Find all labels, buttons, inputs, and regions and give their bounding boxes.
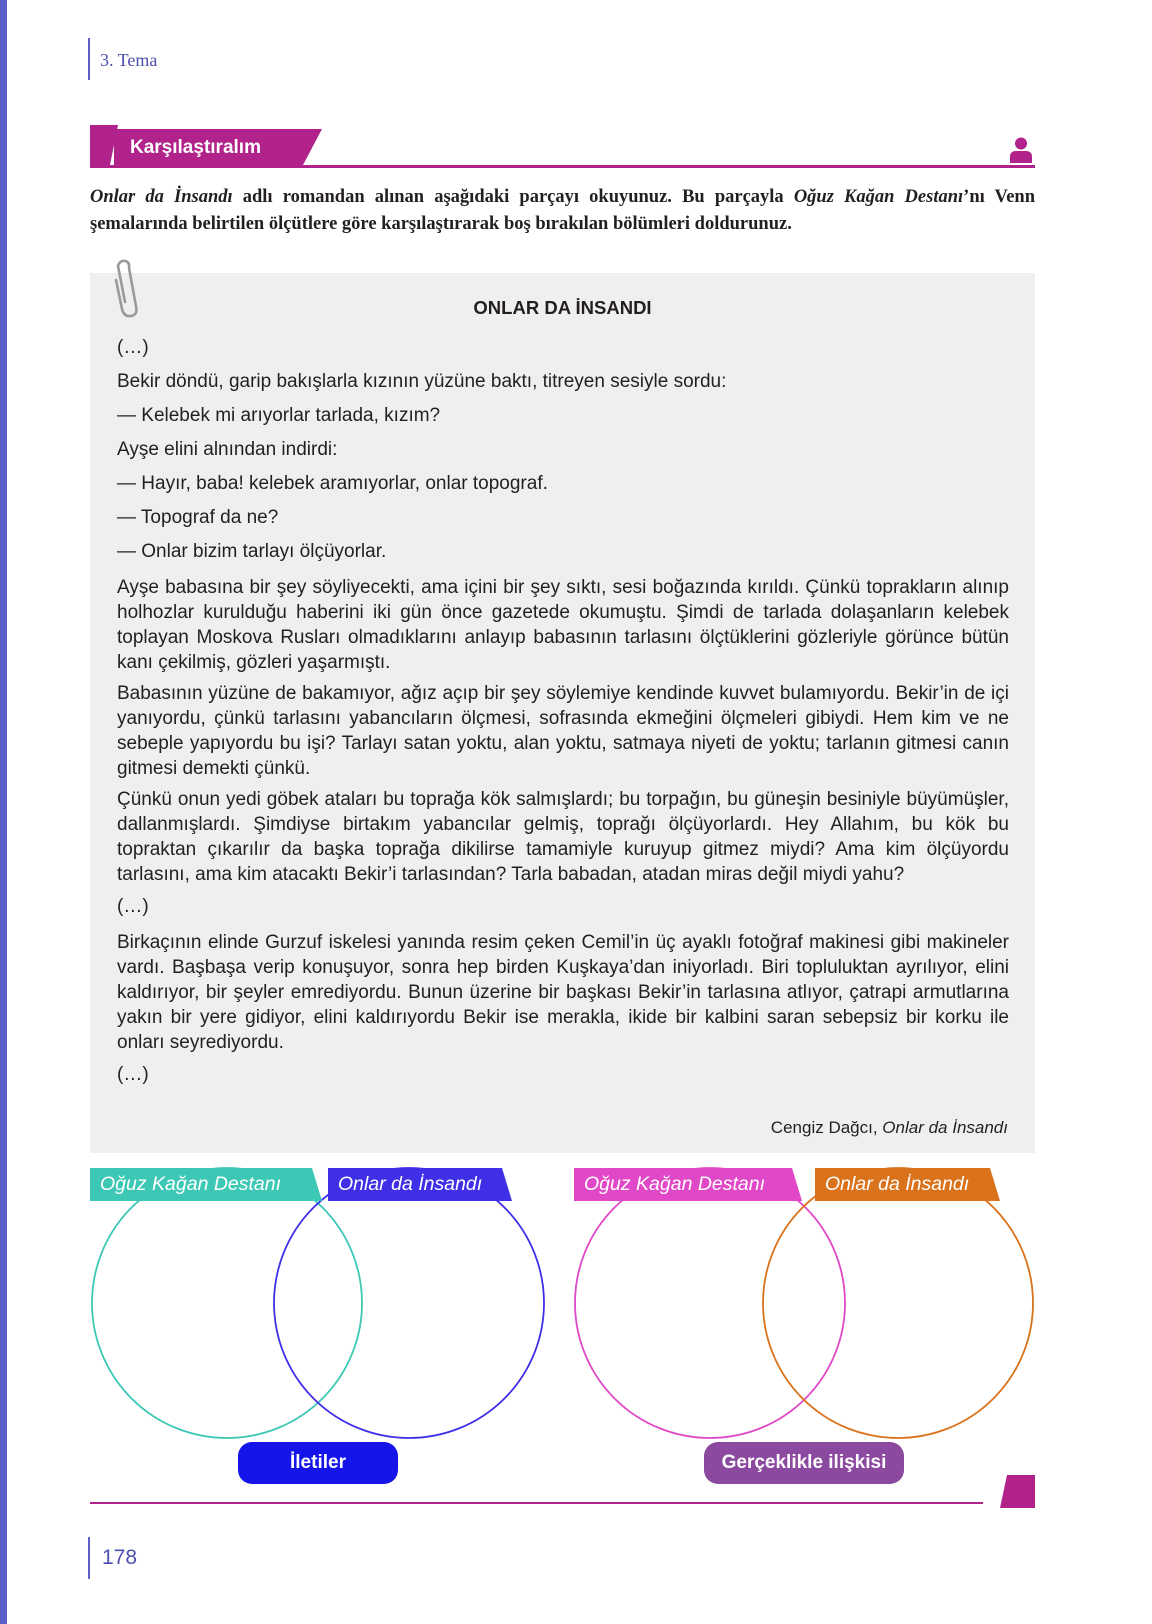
reading-passage-box xyxy=(90,273,1035,1153)
venn1-right-circle[interactable] xyxy=(274,1168,544,1438)
passage-line: — Onlar bizim tarlayı ölçüyorlar. xyxy=(117,541,387,562)
passage-paragraph: Birkaçının elinde Gurzuf iskelesi yanında resim çeken Cemil’in üç ayaklı fotoğraf makinesi gibi makineler vardı. Başbaşa verip konuşuyor, sonra hep birden Kuşkaya’dan iniyorladı. Biri topluluktan ayrılıyor, elini kaldırıyor, bir şeyler emrediyordu. Bunun üzerine bir başkası Bekir’in tarlasına atlıyor, çatrapi armutlarına yakın bir yere gidiyor, elini kaldırıyordu Bekir ise merakla, ikide bir kalbini saran sebepsiz bir korku ile onları seyrediyordu. xyxy=(117,932,1009,1053)
venn-diagrams xyxy=(0,1160,1152,1450)
passage-paragraph: Babasının yüzüne de bakamıyor, ağız açıp bir şey söylemiye kendinde kuvvet bulamıyordu. Bekir’in de içi yanıyordu, çünkü tarlasını yabancıların ölçmesi, sofrasında ekmeğini ölçmeleri gibiydi. Hem kim ve ne sebeple yapıyordu bu işi? Tarlayı satan yoktu, alan yoktu, satmaya niyeti de yoktu; tarlanın gitmesi canın gitmesi demekti çünkü. xyxy=(117,683,1009,779)
passage-line: (…) xyxy=(117,1064,149,1085)
section-header xyxy=(90,125,1035,169)
venn2-left-circle[interactable] xyxy=(575,1168,845,1438)
person-icon xyxy=(1010,137,1032,163)
passage-line: Ayşe elini alnından indirdi: xyxy=(117,439,338,460)
paperclip-icon xyxy=(108,258,142,318)
criterion-reality: Gerçeklikle ilişkisi xyxy=(704,1442,904,1484)
passage-paragraph: Ayşe babasına bir şey söyliyecekti, ama içini bir şey sıktı, sesi boğazında kırıldı. Çünkü toprakların alınıp holhozlar kurulduğu haberini iki gün önce gazetede okumuştu. Şimdi de tarlada dolaşanların kelebek toplayan Moskova Rusları olmadıklarını anlayıp babasının tarlasını ölçtüklerini gözleriyle görünce bütün kanı çekilmiş, gözleri yaşarmıştı. xyxy=(117,577,1009,673)
passage-line: — Topograf da ne? xyxy=(117,507,279,528)
criterion-messages: İletiler xyxy=(238,1442,398,1484)
venn1-right-label: Onlar da İnsandı xyxy=(328,1168,502,1201)
section-rule xyxy=(90,165,1035,168)
passage-body xyxy=(117,331,1009,1092)
work-title: Onlar da İnsandı xyxy=(882,1118,1008,1137)
venn2-left-label: Oğuz Kağan Destanı xyxy=(574,1168,792,1201)
footer-divider xyxy=(88,1537,90,1579)
theme-label: 3. Tema xyxy=(100,50,158,70)
novel-title: Onlar da İnsandı xyxy=(90,187,233,207)
page-number: 178 xyxy=(102,1546,138,1569)
passage-paragraph: Çünkü onun yedi göbek ataları bu toprağa kök salmışlardı; bu torpağın, bu güneşin besiniyle büyümüşler, dallanmışlardı. Şimdiyse birtakım yabancılar gelmiş, toprağı ölçüyorlardı. Hey Allahım, bu kök bu topraktan çıkarılır da başka toprağa dikilirse tamamiyle kuruyup gitmez miydi? Ama kim ölçüyordu tarlasını, ama kim atacaktı Bekir’i tarlasından? Tarla babadan, atadan miras değil miydi yahu? xyxy=(117,789,1009,885)
passage-line: (…) xyxy=(117,337,149,358)
passage-line: Bekir döndü, garip bakışlarla kızının yüzüne baktı, titreyen sesiyle sordu: xyxy=(117,371,727,392)
instructions-part: adlı romandan alınan aşağıdaki parçayı okuyunuz. Bu parçayla xyxy=(232,187,794,207)
passage-line: — Kelebek mi arıyorlar tarlada, kızım? xyxy=(117,405,441,426)
footer-rule xyxy=(90,1502,983,1504)
instructions-text xyxy=(90,184,1035,237)
author-name: Cengiz Dağcı, xyxy=(770,1118,883,1137)
passage-line: (…) xyxy=(117,896,149,917)
venn1-left-circle[interactable] xyxy=(92,1168,362,1438)
passage-title: ONLAR DA İNSANDI xyxy=(473,297,652,318)
header-divider xyxy=(88,38,90,80)
corner-tab xyxy=(1000,1475,1035,1508)
passage-line: — Hayır, baba! kelebek aramıyorlar, onlar topograf. xyxy=(117,473,548,494)
instructions-part: ’nı Venn şemalarında belirtilen ölçütlere göre karşılaştırarak boş bırakılan bölümleri doldurunuz. xyxy=(90,187,1035,234)
venn2-right-circle[interactable] xyxy=(763,1168,1033,1438)
venn2-right-label: Onlar da İnsandı xyxy=(815,1168,990,1201)
section-title: Karşılaştıralım xyxy=(130,137,261,158)
epic-title: Oğuz Kağan Destanı xyxy=(793,187,964,207)
passage-citation xyxy=(771,1118,1008,1138)
venn1-left-label: Oğuz Kağan Destanı xyxy=(90,1168,312,1201)
